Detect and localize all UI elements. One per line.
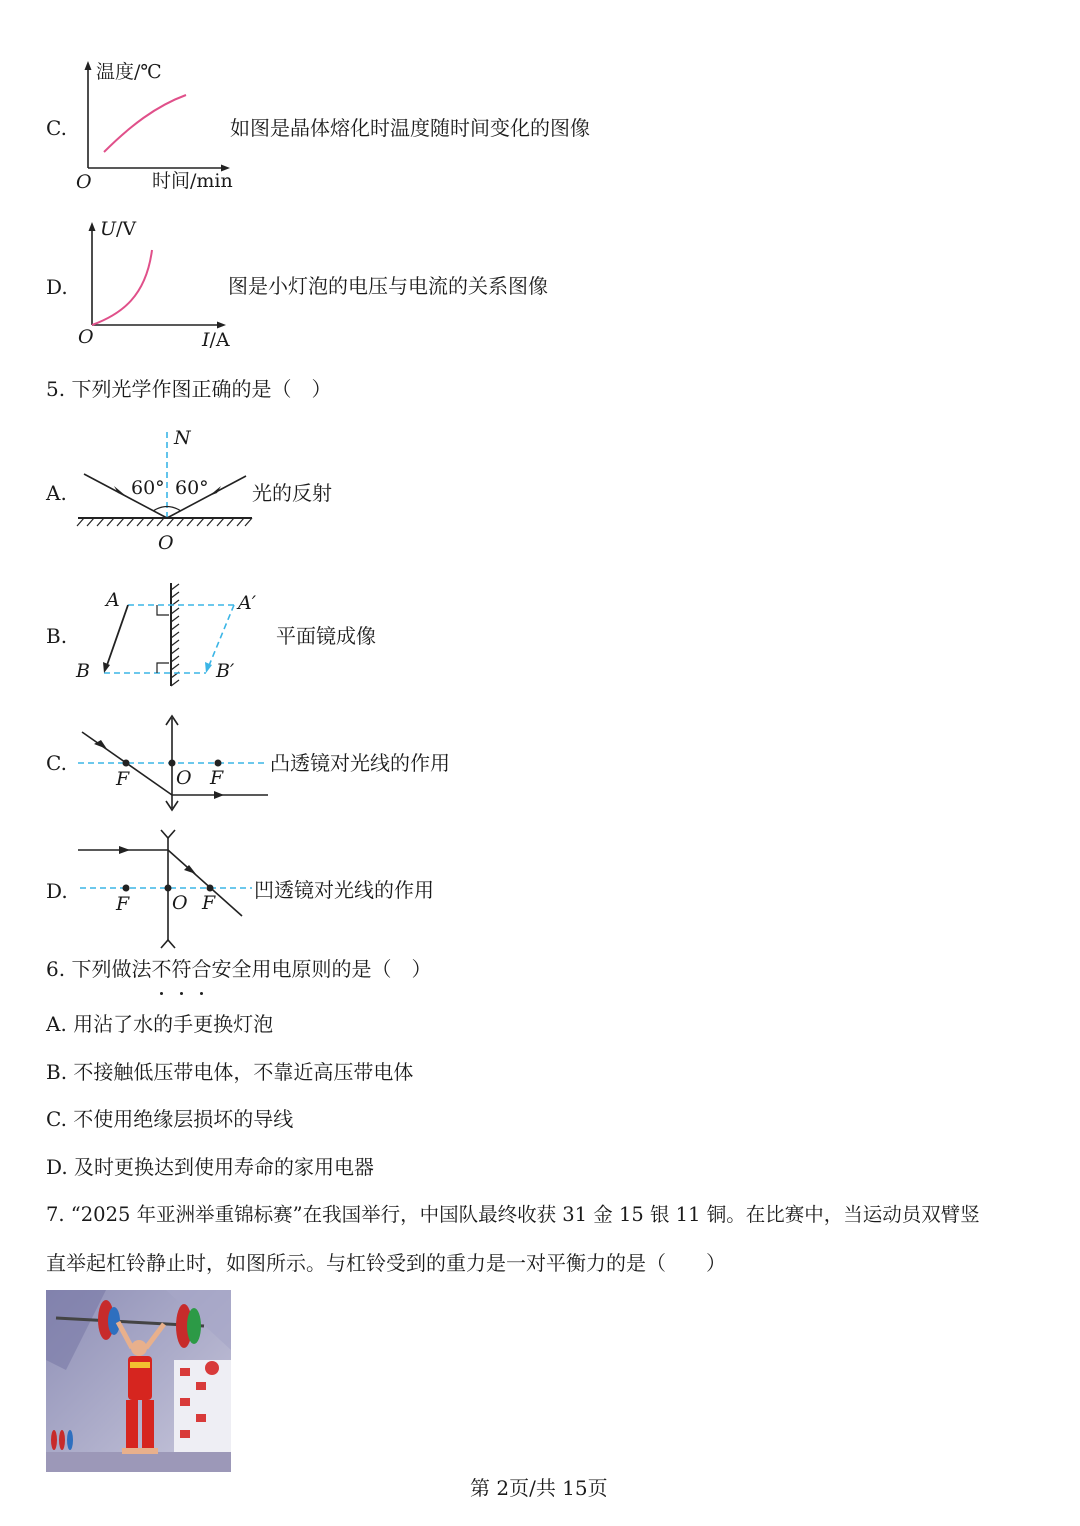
q6-option-d: D. 及时更换达到使用寿命的家用电器 bbox=[46, 1155, 375, 1179]
weightlifting-photo bbox=[46, 1290, 231, 1472]
q4c-y-axis-label: 温度/℃ bbox=[96, 61, 162, 83]
image-line bbox=[208, 605, 234, 668]
q6-stem bbox=[46, 957, 431, 981]
convex-lens-diagram bbox=[74, 712, 270, 812]
convex-focus-right-label: F bbox=[210, 767, 224, 789]
q4c-x-axis-label: 时间/min bbox=[152, 170, 233, 192]
point-b-image-label: B′ bbox=[216, 660, 235, 682]
q4d-x-axis-label: I/A bbox=[202, 329, 230, 351]
q4-option-c-text: 如图是晶体熔化时温度随时间变化的图像 bbox=[230, 116, 590, 140]
q5-option-d-text: 凹透镜对光线的作用 bbox=[254, 878, 434, 902]
q5-option-d-label: D. bbox=[46, 879, 68, 903]
q5-option-a-text: 光的反射 bbox=[252, 481, 332, 505]
q7-stem-line1: 7. “2025 年亚洲举重锦标赛”在我国举行，中国队最终收获 31 金 15 银 11 铜。在比赛中，当运动员双臂竖 bbox=[46, 1203, 980, 1226]
concave-lens-diagram bbox=[74, 828, 254, 950]
incidence-point-label: O bbox=[158, 532, 174, 554]
q6-stem-pre: 6. 下列做法 bbox=[46, 957, 152, 981]
q6-option-a: A. 用沾了水的手更换灯泡 bbox=[46, 1012, 274, 1036]
q6-stem-post: 安全用电原则的是（ ） bbox=[211, 957, 432, 981]
concave-focus-left-label: F bbox=[116, 893, 130, 915]
concave-focus-right-label: F bbox=[202, 892, 216, 914]
q6-stem-emphasis: 不符合 bbox=[151, 957, 211, 981]
q5-option-c-label: C. bbox=[46, 751, 67, 775]
angle-reflection-label: 60° bbox=[175, 477, 209, 499]
normal-label: N bbox=[174, 427, 191, 449]
object-line bbox=[106, 605, 128, 668]
q4-option-d-text: 图是小灯泡的电压与电流的关系图像 bbox=[228, 274, 548, 298]
q6-option-c: C. 不使用绝缘层损坏的导线 bbox=[46, 1107, 294, 1131]
temperature-curve bbox=[104, 95, 186, 152]
convex-focus-left-label: F bbox=[116, 768, 130, 790]
point-a-image-label: A′ bbox=[238, 592, 257, 614]
concave-optical-center-label: O bbox=[172, 892, 188, 914]
q5-option-b-text: 平面镜成像 bbox=[276, 624, 376, 648]
q4c-origin-label: O bbox=[76, 171, 92, 193]
q5-option-c-text: 凸透镜对光线的作用 bbox=[270, 751, 450, 775]
voltage-current-graph bbox=[70, 216, 240, 334]
page-footer: 第 2页/共 15页 bbox=[470, 1476, 608, 1500]
q4d-origin-label: O bbox=[78, 326, 94, 348]
q5-option-b-label: B. bbox=[46, 624, 68, 648]
q4d-y-axis-label: U/V bbox=[100, 218, 137, 240]
q6-option-b: B. 不接触低压带电体，不靠近高压带电体 bbox=[46, 1060, 414, 1084]
angle-incidence-label: 60° bbox=[131, 477, 165, 499]
q4-option-c-label: C. bbox=[46, 116, 67, 140]
convex-optical-center-label: O bbox=[176, 767, 192, 789]
q5-stem: 5. 下列光学作图正确的是（ ） bbox=[46, 377, 332, 401]
voltage-curve bbox=[92, 250, 152, 325]
point-b-label: B bbox=[76, 660, 90, 682]
q4-option-d-label: D. bbox=[46, 275, 68, 299]
q7-stem-line2: 直举起杠铃静止时，如图所示。与杠铃受到的重力是一对平衡力的是（ ） bbox=[46, 1251, 726, 1275]
q5-option-a-label: A. bbox=[46, 481, 67, 505]
point-a-label: A bbox=[106, 589, 120, 611]
reflection-diagram bbox=[74, 426, 260, 530]
